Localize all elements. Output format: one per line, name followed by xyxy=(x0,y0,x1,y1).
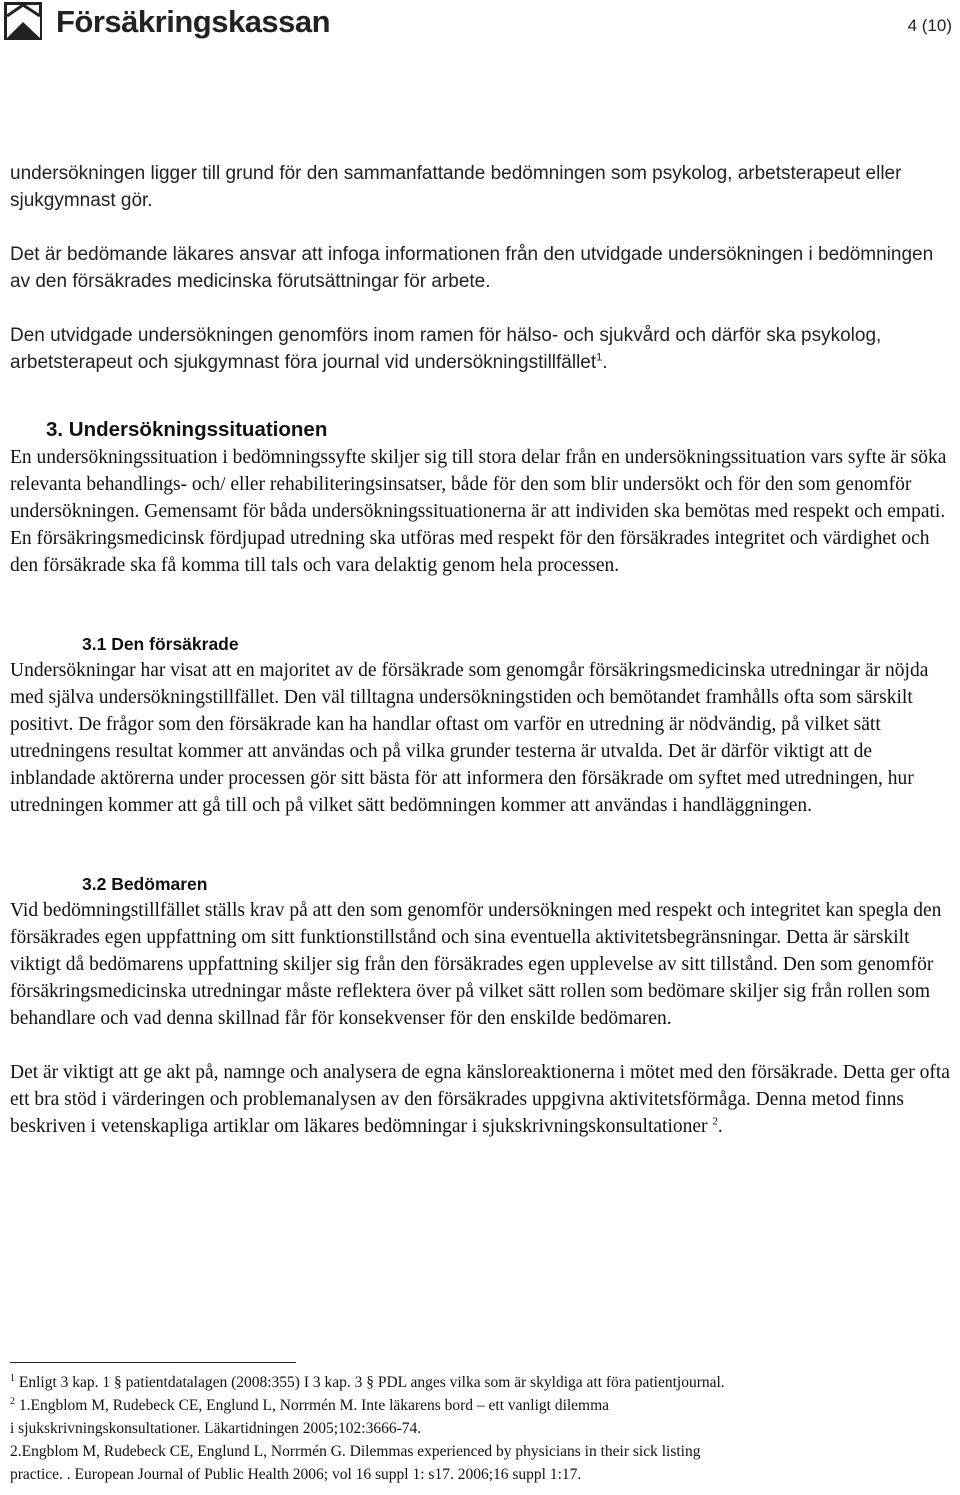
logo xyxy=(4,2,330,40)
footnote-ref[interactable]: 2 xyxy=(712,1115,718,1128)
paragraph-end: . xyxy=(602,352,608,373)
footnote-text: 1.Engblom M, Rudebeck CE, Englund L, Norrmén M. Inte läkarens bord – ett vanligt dilemma xyxy=(18,1397,610,1414)
footnote-mark: 1 xyxy=(10,1372,15,1384)
subsection-heading: 3.1 Den försäkrade xyxy=(82,634,239,654)
footnote-line: practice. . European Journal of Public Health 2006; vol 16 suppl 1: s17. 2006;16 suppl 1:17. xyxy=(10,1466,582,1483)
paragraph-text: Den utvidgade undersökningen genomförs inom ramen för hälso- och sjukvård och därför ska psykolog, arbetsterapeut och sjukgymnast föra journal vid undersökningstillfället xyxy=(10,325,882,373)
logo-house-icon xyxy=(4,2,42,40)
section-heading: 3. Undersökningssituationen xyxy=(46,418,328,441)
paragraph: En undersökningssituation i bedömningssyfte skiljer sig till stora delar från en undersökningssituation vars syfte är söka relevanta behandlings- och/ eller rehabiliteringsinsatser, både för den som blir undersökt och för den som genomför undersökningen. Gemensamt för båda undersökningssituationerna är att individen ska bemötas med respekt och empati. En försäkringsmedicinsk fördjupad utredning ska utföras med respekt för den försäkrades integritet och värdighet och den försäkrade ska få komma till tals och vara delaktig genom hela processen. xyxy=(10,447,947,576)
footnote xyxy=(10,1371,950,1394)
paragraph: Det är bedömande läkares ansvar att infoga informationen från den utvidgade undersökningen i bedömningen av den försäkrades medicinska förutsättningar för arbete. xyxy=(10,244,934,292)
paragraph: Vid bedömningstillfället ställs krav på att den som genomför undersökningen med respekt och integritet kan spegla den försäkrades egen uppfattning om sitt funktionstillstånd och sina eventuella aktivitetsbegränsningar. Detta är särskilt viktigt då bedömarens uppfattning skiljer sig från den försäkrades egen upplevelse av sitt tillstånd. Den som genomför försäkringsmedicinska utredningar måste reflektera över på vilket sätt rollen som bedömare skiljer sig från rollen som behandlare och vad denna skillnad får för konsekvenser för den enskilde bedömaren. xyxy=(10,900,942,1029)
page-number: 4 (10) xyxy=(907,16,952,35)
footnote-mark: 2 xyxy=(10,1395,15,1407)
footnotes xyxy=(10,1362,950,1486)
logo-text: Försäkringskassan xyxy=(56,4,331,39)
footnote-ref[interactable]: 1 xyxy=(596,351,603,364)
footnote-line: 2.Engblom M, Rudebeck CE, Englund L, Norrmén G. Dilemmas experienced by physicians in their sick listing xyxy=(10,1443,701,1460)
paragraph-text: Det är viktigt att ge akt på, namnge och analysera de egna känsloreaktionerna i mötet med den försäkrade. Detta ger ofta ett bra stöd i värderingen och problemanalysen av den försäkrades uppgivna aktivitetsförmåga. Denna metod finns beskriven i vetenskapliga artiklar om läkares bedömningar i sjukskrivningskonsultationer xyxy=(10,1062,950,1137)
paragraph: undersökningen ligger till grund för den sammanfattande bedömningen som psykolog, arbetsterapeut eller sjukgymnast gör. xyxy=(10,163,902,211)
paragraph xyxy=(10,1059,950,1140)
paragraph-end: . xyxy=(717,1116,723,1137)
paragraph xyxy=(10,322,950,376)
page-header xyxy=(0,0,960,60)
footnote-divider xyxy=(10,1362,296,1363)
subsection-heading: 3.2 Bedömaren xyxy=(82,874,208,894)
paragraph: Undersökningar har visat att en majoritet av de försäkrade som genomgår försäkringsmedicinska utredningar är nöjda med själva undersökningstillfället. Den väl tilltagna undersökningstiden och bemötandet framhålls ofta som särskilt positivt. De frågor som den försäkrade kan ha handlar oftast om varför en utredning är nödvändig, på vilket sätt utredningens resultat kommer att användas och på vilka grunder testerna är utvalda. Det är därför viktigt att de inblandade aktörerna under processen gör sitt bästa för att informera den försäkrade om syftet med utredningen, hur utredningen kommer att gå till och på vilket sätt bedömningen kommer att användas i handläggningen. xyxy=(10,660,929,816)
footnote-text: Enligt 3 kap. 1 § patientdatalagen (2008:355) I 3 kap. 3 § PDL anges vilka som är skyldiga att föra patientjournal. xyxy=(18,1374,725,1391)
footnote xyxy=(10,1394,950,1417)
document-body xyxy=(10,160,950,1140)
footnote-line: i sjukskrivningskonsultationer. Läkartidningen 2005;102:3666-74. xyxy=(10,1420,422,1437)
